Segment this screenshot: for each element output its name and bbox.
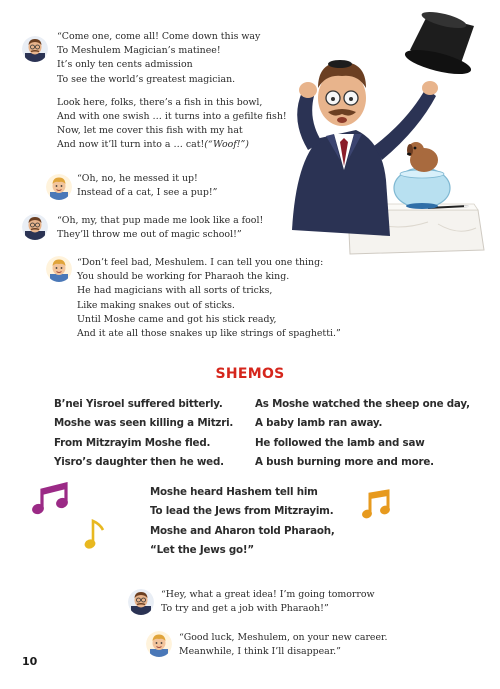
poem-right-column bbox=[255, 395, 470, 473]
dialogue-line: And with one swish … it turns into a gefilte fish! bbox=[57, 111, 287, 123]
dialogue-aside: (“Woof!”) bbox=[204, 139, 249, 151]
music-note-icon bbox=[84, 518, 106, 550]
dialogue-line: Instead of a cat, I see a pup!” bbox=[77, 187, 218, 199]
dialogue-line: “Oh, my, that pup made me look like a fool! bbox=[57, 215, 264, 226]
dialogue-line: And it ate all those snakes up like strings of spaghetti.” bbox=[77, 328, 341, 340]
poem-line: B’nei Yisroel suffered bitterly. bbox=[54, 398, 223, 410]
dialogue-line: They’ll throw me out of magic school!” bbox=[57, 229, 242, 241]
poem-line: From Mitzrayim Moshe fled. bbox=[54, 436, 211, 449]
top-hat-icon bbox=[403, 10, 474, 79]
poem-line: Moshe heard Hashem tell him bbox=[150, 486, 318, 498]
dialogue-line: Until Moshe came and got his stick ready, bbox=[77, 313, 277, 325]
dialogue-line-text: And now it’ll turn into a … cat! bbox=[57, 139, 205, 151]
poem-left-column bbox=[54, 395, 233, 473]
music-note-icon bbox=[32, 482, 72, 518]
magician-illustration bbox=[278, 10, 488, 258]
meshulem-avatar-icon bbox=[22, 214, 48, 240]
music-note-icon bbox=[362, 489, 392, 521]
dialogue-kid-2 bbox=[77, 256, 341, 341]
meshulem-avatar-icon bbox=[22, 36, 48, 62]
kid-avatar-icon bbox=[46, 174, 72, 200]
page-number: 10 bbox=[22, 655, 38, 668]
poem-line: A baby lamb ran away. bbox=[255, 417, 383, 430]
dialogue-line: Like making snakes out of sticks. bbox=[77, 299, 235, 311]
dialogue-line: He had magicians with all sorts of tricks, bbox=[77, 285, 273, 297]
dialogue-line: Look here, folks, there’s a fish in this bowl, bbox=[57, 96, 263, 108]
dialogue-line: “Oh, no, he messed it up! bbox=[77, 173, 198, 184]
stanza-gap bbox=[57, 87, 287, 96]
kid-avatar-icon bbox=[146, 631, 172, 657]
poem-line: To lead the Jews from Mitzrayim. bbox=[150, 505, 334, 518]
poem-line: “Let the Jews go!” bbox=[150, 544, 254, 557]
poem-line: Moshe was seen killing a Mitzri. bbox=[54, 417, 234, 430]
poem-line: As Moshe watched the sheep one day, bbox=[255, 398, 470, 410]
dialogue-line bbox=[57, 138, 287, 152]
dialogue-kid-3 bbox=[179, 631, 387, 659]
poem-line: A bush burning more and more. bbox=[255, 456, 434, 469]
dialogue-line: “Come one, come all! Come down this way bbox=[57, 31, 261, 42]
poem-line: He followed the lamb and saw bbox=[255, 436, 425, 449]
dialogue-kid-1 bbox=[77, 172, 217, 200]
dialogue-line: Meanwhile, I think I’ll disappear.” bbox=[179, 646, 341, 658]
dialogue-line: To try and get a job with Pharaoh!” bbox=[161, 603, 329, 615]
poem-line: Yisro’s daughter then he wed. bbox=[54, 456, 224, 469]
dialogue-meshulem-2 bbox=[57, 214, 263, 242]
dialogue-meshulem-1 bbox=[57, 30, 287, 153]
dialogue-line: “Hey, what a great idea! I’m going tomorrow bbox=[161, 589, 375, 600]
meshulem-avatar-icon bbox=[128, 589, 154, 615]
kid-avatar-icon bbox=[46, 256, 72, 282]
poem-center-column bbox=[150, 483, 335, 561]
fishbowl-dog-icon bbox=[394, 142, 450, 209]
poem-line: Moshe and Aharon told Pharaoh, bbox=[150, 524, 335, 537]
dialogue-line: “Don’t feel bad, Meshulem. I can tell you one thing: bbox=[77, 257, 324, 268]
dialogue-line: To see the world’s greatest magician. bbox=[57, 73, 236, 85]
section-title: SHEMOS bbox=[215, 366, 285, 382]
dialogue-line: To Meshulem Magician’s matinee! bbox=[57, 45, 221, 57]
dialogue-line: It’s only ten cents admission bbox=[57, 59, 193, 71]
dialogue-line: Now, let me cover this fish with my hat bbox=[57, 125, 243, 137]
dialogue-line: You should be working for Pharaoh the king. bbox=[77, 271, 290, 283]
dialogue-meshulem-3 bbox=[161, 588, 375, 616]
dialogue-line: “Good luck, Meshulem, on your new career. bbox=[179, 632, 388, 643]
